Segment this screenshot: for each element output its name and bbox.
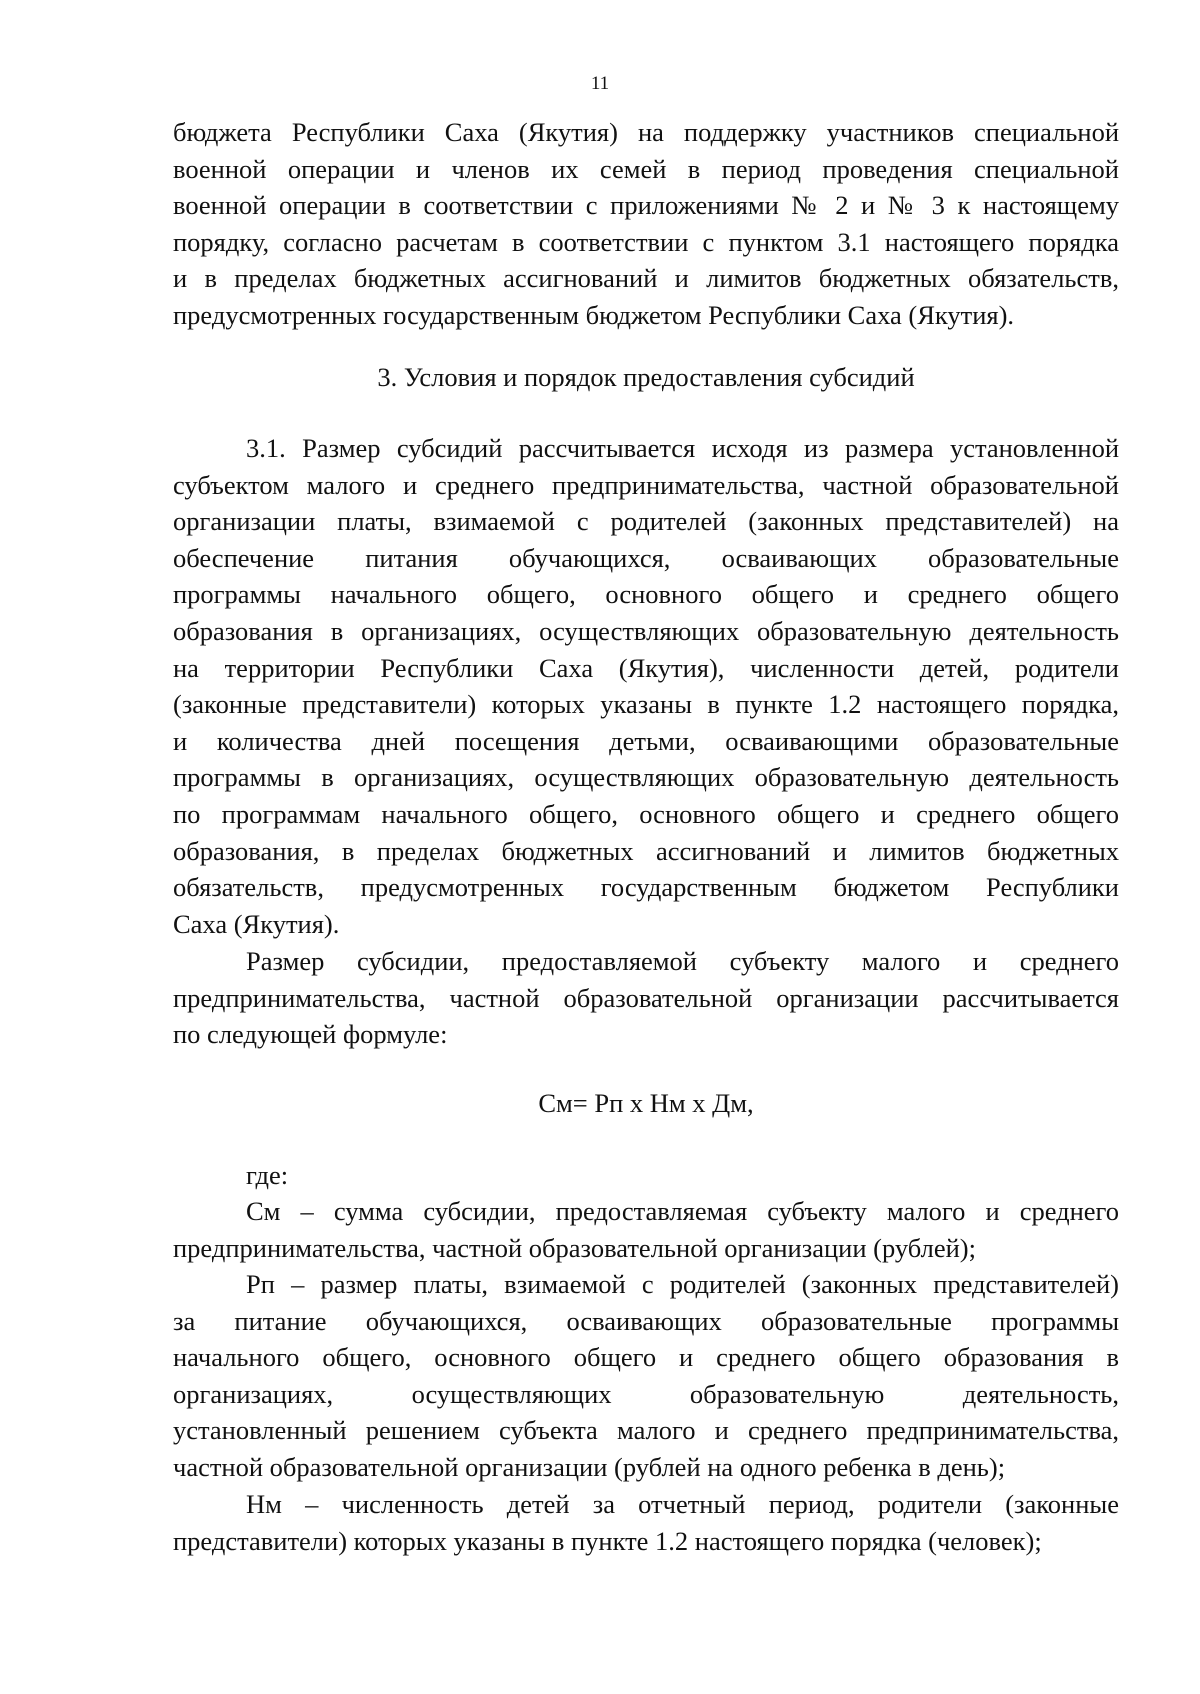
text-line: (законные представители) которых указаны в пункте 1.2 настоящего порядка, bbox=[173, 689, 1119, 720]
text-line: начального общего, основного общего и среднего общего образования в bbox=[173, 1342, 1119, 1373]
paragraph-definition-rp bbox=[173, 1266, 1119, 1486]
paragraph-definition-cm bbox=[173, 1193, 1119, 1266]
paragraph-intro bbox=[173, 114, 1119, 334]
text-line: представители) которых указаны в пункте 1.2 настоящего порядка (человек); bbox=[173, 1525, 1042, 1556]
text-line: военной операции в соответствии с приложениями № 2 и № 3 к настоящему bbox=[173, 190, 1119, 221]
text-line: обязательств, предусмотренных государственным бюджетом Республики bbox=[173, 872, 1119, 903]
text-line: по программам начального общего, основного общего и среднего общего bbox=[173, 798, 1119, 829]
text-line: организации платы, взимаемой с родителей (законных представителей) на bbox=[173, 506, 1119, 537]
text-line: программы в организациях, осуществляющих образовательную деятельность bbox=[173, 762, 1119, 793]
text-line: Рп – размер платы, взимаемой с родителей (законных представителей) bbox=[246, 1269, 1119, 1299]
paragraph-definition-nm bbox=[173, 1486, 1119, 1559]
where-label: где: bbox=[246, 1160, 289, 1190]
paragraph-3-1 bbox=[173, 430, 1119, 942]
text-line: и в пределах бюджетных ассигнований и лимитов бюджетных обязательств, bbox=[173, 263, 1119, 294]
text-line: и количества дней посещения детьми, осваивающими образовательные bbox=[173, 725, 1119, 756]
text-line: частной образовательной организации (рублей на одного ребенка в день); bbox=[173, 1451, 1006, 1482]
text-line: предпринимательства, частной образовательной организации рассчитывается bbox=[173, 982, 1119, 1013]
text-line: предпринимательства, частной образовательной организации (рублей); bbox=[173, 1232, 976, 1263]
text-line: по следующей формуле: bbox=[173, 1019, 448, 1050]
text-line: установленный решением субъекта малого и среднего предпринимательства, bbox=[173, 1415, 1119, 1446]
text-line: за питание обучающихся, осваивающих образовательные программы bbox=[173, 1305, 1119, 1336]
text-line: бюджета Республики Саха (Якутия) на поддержку участников специальной bbox=[173, 117, 1119, 147]
text-line: 3.1. Размер субсидий рассчитывается исходя из размера установленной bbox=[246, 433, 1119, 463]
text-line: образования в организациях, осуществляющих образовательную деятельность bbox=[173, 615, 1119, 646]
paragraph-subsidy-size bbox=[173, 943, 1119, 1053]
text-line: порядку, согласно расчетам в соответствии с пунктом 3.1 настоящего порядка bbox=[173, 226, 1119, 257]
text-line: предусмотренных государственным бюджетом Республики Саха (Якутия). bbox=[173, 299, 1015, 330]
section-heading: 3. Условия и порядок предоставления субсидий bbox=[377, 362, 915, 392]
text-line: Размер субсидии, предоставляемой субъекту малого и среднего bbox=[246, 946, 1119, 976]
text-line: военной операции и членов их семей в период проведения специальной bbox=[173, 153, 1119, 184]
text-line: программы начального общего, основного общего и среднего общего bbox=[173, 579, 1119, 610]
text-line: Нм – численность детей за отчетный период, родители (законные bbox=[246, 1489, 1119, 1519]
where-label-block bbox=[173, 1157, 1119, 1194]
formula: См= Рп х Нм х Дм, bbox=[538, 1088, 754, 1118]
text-line: организациях, осуществляющих образовательную деятельность, bbox=[173, 1378, 1119, 1409]
text-line: Саха (Якутия). bbox=[173, 908, 340, 939]
text-line: См – сумма субсидии, предоставляемая субъекту малого и среднего bbox=[246, 1196, 1119, 1226]
text-line: субъектом малого и среднего предпринимательства, частной образовательной bbox=[173, 469, 1119, 500]
text-line: обеспечение питания обучающихся, осваивающих образовательные bbox=[173, 542, 1119, 573]
text-line: на территории Республики Саха (Якутия), численности детей, родители bbox=[173, 652, 1119, 683]
page-number: 11 bbox=[590, 73, 610, 94]
text-line: образования, в пределах бюджетных ассигнований и лимитов бюджетных bbox=[173, 835, 1119, 866]
